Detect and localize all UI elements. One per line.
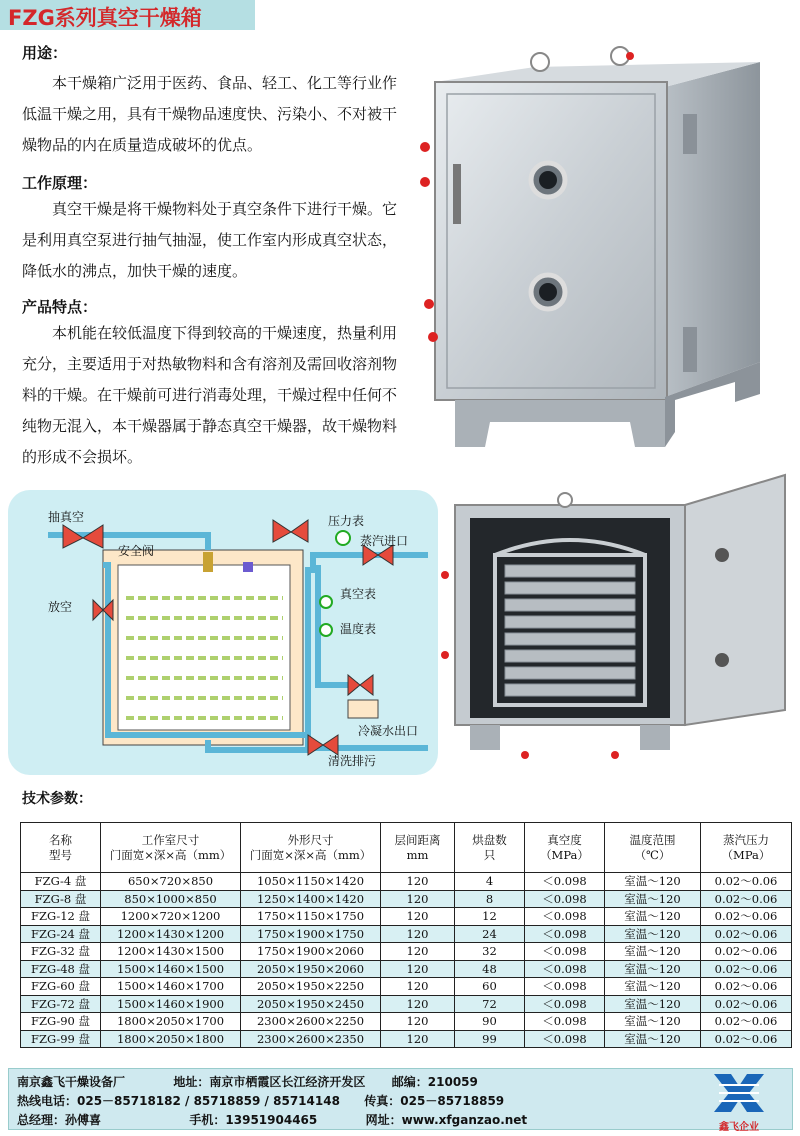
table-cell: 0.02～0.06	[701, 908, 792, 926]
col-model: 名称 型号	[21, 823, 101, 873]
table-cell: 72	[455, 995, 525, 1013]
table-cell: 室温～120	[605, 1013, 701, 1031]
label-vacuum-gauge: 真空表	[340, 587, 377, 601]
col-steam-pressure: 蒸汽压力 （MPa）	[701, 823, 792, 873]
table-cell: 4	[455, 873, 525, 891]
table-cell: 室温～120	[605, 960, 701, 978]
table-cell: 1250×1400×1420	[241, 890, 381, 908]
table-row	[21, 978, 792, 996]
table-cell: FZG-60 盘	[21, 978, 101, 996]
label-pressure-gauge: 压力表	[328, 514, 365, 528]
table-cell: ＜0.098	[525, 925, 605, 943]
table-cell: FZG-90 盘	[21, 1013, 101, 1031]
table-cell: 室温～120	[605, 873, 701, 891]
label-vent: 放空	[48, 600, 73, 614]
tech-params-heading: 技术参数：	[22, 791, 92, 807]
table-cell: FZG-32 盘	[21, 943, 101, 961]
table-cell: ＜0.098	[525, 908, 605, 926]
table-cell: 99	[455, 1030, 525, 1048]
table-cell: ＜0.098	[525, 995, 605, 1013]
table-cell: 0.02～0.06	[701, 978, 792, 996]
table-cell: 2050×1950×2060	[241, 960, 381, 978]
table-row	[21, 960, 792, 978]
title-banner	[0, 0, 255, 30]
table-cell: 32	[455, 943, 525, 961]
table-cell: 1750×1150×1750	[241, 908, 381, 926]
table-cell: 0.02～0.06	[701, 873, 792, 891]
table-cell: 0.02～0.06	[701, 925, 792, 943]
label-condensate-outlet: 冷凝水出口	[358, 724, 419, 738]
table-cell: 2050×1950×2450	[241, 995, 381, 1013]
table-cell: 1200×720×1200	[101, 908, 241, 926]
table-cell: ＜0.098	[525, 943, 605, 961]
principle-text: 真空干燥是将干燥物料处于真空条件下进行干燥。它是利用真空泵进行抽气抽湿，使工作室内形成真空状态，降低水的沸点，加快干燥的速度。	[22, 200, 398, 280]
table-cell: 120	[381, 995, 455, 1013]
table-cell: 1500×1460×1700	[101, 978, 241, 996]
table-cell: 120	[381, 890, 455, 908]
table-cell: 12	[455, 908, 525, 926]
table-cell: 120	[381, 943, 455, 961]
table-header-row	[21, 823, 792, 873]
table-row	[21, 925, 792, 943]
table-cell: 120	[381, 1013, 455, 1031]
usage-heading: 用途：	[22, 44, 68, 62]
table-cell: FZG-24 盘	[21, 925, 101, 943]
table-cell: 2050×1950×2250	[241, 978, 381, 996]
table-cell: FZG-12 盘	[21, 908, 101, 926]
table-cell: 0.02～0.06	[701, 1013, 792, 1031]
usage-text: 本干燥箱广泛用于医药、食品、轻工、化工等行业作低温干燥之用，具有干燥物品速度快、污染小、不对被干燥物品的内在质量造成破坏的优点。	[22, 74, 398, 154]
table-cell: 120	[381, 925, 455, 943]
table-cell: ＜0.098	[525, 890, 605, 908]
schematic-diagram	[8, 490, 438, 775]
table-cell: 1800×2050×1700	[101, 1013, 241, 1031]
table-cell: 120	[381, 873, 455, 891]
table-cell: 1800×2050×1800	[101, 1030, 241, 1048]
table-cell: FZG-48 盘	[21, 960, 101, 978]
table-cell: 1500×1460×1900	[101, 995, 241, 1013]
table-cell: 0.02～0.06	[701, 995, 792, 1013]
table-cell: FZG-4 盘	[21, 873, 101, 891]
label-thermometer: 温度表	[340, 622, 377, 636]
footer-postcode: 邮编：210059	[391, 1075, 478, 1089]
footer-hotline: 热线电话：025－85718182 / 85718859 / 85714148	[17, 1094, 340, 1108]
principle-heading: 工作原理：	[22, 174, 98, 192]
table-cell: ＜0.098	[525, 1013, 605, 1031]
col-vacuum: 真空度 （MPa）	[525, 823, 605, 873]
table-cell: 室温～120	[605, 890, 701, 908]
table-cell: 120	[381, 960, 455, 978]
table-cell: 120	[381, 1030, 455, 1048]
label-safety-valve: 安全阀	[118, 544, 155, 558]
specs-table	[20, 822, 792, 1048]
footer-website[interactable]: 网址：www.xfganzao.net	[365, 1113, 528, 1127]
features-heading: 产品特点：	[22, 298, 98, 316]
table-cell: 2300×2600×2350	[241, 1030, 381, 1048]
table-cell: 0.02～0.06	[701, 1030, 792, 1048]
table-cell: 0.02～0.06	[701, 943, 792, 961]
table-cell: 1200×1430×1500	[101, 943, 241, 961]
col-tray-count: 烘盘数 只	[455, 823, 525, 873]
table-cell: FZG-72 盘	[21, 995, 101, 1013]
table-row	[21, 890, 792, 908]
label-steam-inlet: 蒸汽进口	[360, 534, 409, 548]
table-cell: 650×720×850	[101, 873, 241, 891]
table-cell: 0.02～0.06	[701, 890, 792, 908]
footer-fax: 传真：025－85718859	[364, 1094, 505, 1108]
table-cell: ＜0.098	[525, 978, 605, 996]
table-cell: 室温～120	[605, 978, 701, 996]
col-layer-distance: 层间距离 mm	[381, 823, 455, 873]
table-cell: 8	[455, 890, 525, 908]
table-cell: 室温～120	[605, 995, 701, 1013]
company-logo	[709, 1072, 769, 1133]
dryer-closed-photo	[415, 42, 785, 457]
page-title: FZG系列真空干燥箱	[8, 6, 202, 30]
table-cell: 1050×1150×1420	[241, 873, 381, 891]
logo-text: 鑫飞企业	[719, 1122, 759, 1133]
table-cell: 1750×1900×2060	[241, 943, 381, 961]
table-cell: ＜0.098	[525, 960, 605, 978]
col-chamber-size: 工作室尺寸 门面宽×深×高（mm）	[101, 823, 241, 873]
footer-mobile: 手机：13951904465	[189, 1113, 318, 1127]
label-vacuum-pump: 抽真空	[48, 510, 85, 524]
table-row	[21, 1030, 792, 1048]
footer-manager: 总经理：孙傅喜	[17, 1113, 102, 1127]
dryer-open-photo	[440, 470, 795, 770]
table-row	[21, 943, 792, 961]
table-cell: FZG-99 盘	[21, 1030, 101, 1048]
table-cell: 48	[455, 960, 525, 978]
table-cell: FZG-8 盘	[21, 890, 101, 908]
table-cell: 室温～120	[605, 925, 701, 943]
table-cell: ＜0.098	[525, 1030, 605, 1048]
table-cell: 120	[381, 908, 455, 926]
table-cell: 0.02～0.06	[701, 960, 792, 978]
col-outer-size: 外形尺寸 门面宽×深×高（mm）	[241, 823, 381, 873]
footer-contact	[8, 1068, 793, 1133]
table-cell: 90	[455, 1013, 525, 1031]
table-cell: 室温～120	[605, 1030, 701, 1048]
col-temperature: 温度范围 （℃）	[605, 823, 701, 873]
label-drain: 清洗排污	[328, 754, 377, 768]
table-cell: 120	[381, 978, 455, 996]
table-row	[21, 995, 792, 1013]
table-cell: 1200×1430×1200	[101, 925, 241, 943]
table-cell: 1500×1460×1500	[101, 960, 241, 978]
table-cell: 850×1000×850	[101, 890, 241, 908]
features-text: 本机能在较低温度下得到较高的干燥速度，热量利用充分，主要适用于对热敏物料和含有溶剂及需回收溶剂物料的干燥。在干燥前可进行消毒处理，干燥过程中任何不纯物无混入，本干燥器属于静态真空干燥器，故干燥物料的形成不会损坏。	[22, 324, 398, 466]
table-cell: 室温～120	[605, 943, 701, 961]
footer-address: 地址：南京市栖霞区长江经济开发区	[173, 1075, 366, 1089]
table-cell: ＜0.098	[525, 873, 605, 891]
table-row	[21, 908, 792, 926]
footer-company: 南京鑫飞干燥设备厂	[17, 1075, 126, 1089]
table-cell: 2300×2600×2250	[241, 1013, 381, 1031]
table-cell: 室温～120	[605, 908, 701, 926]
table-row	[21, 873, 792, 891]
table-cell: 24	[455, 925, 525, 943]
table-row	[21, 1013, 792, 1031]
table-cell: 1750×1900×1750	[241, 925, 381, 943]
table-cell: 60	[455, 978, 525, 996]
